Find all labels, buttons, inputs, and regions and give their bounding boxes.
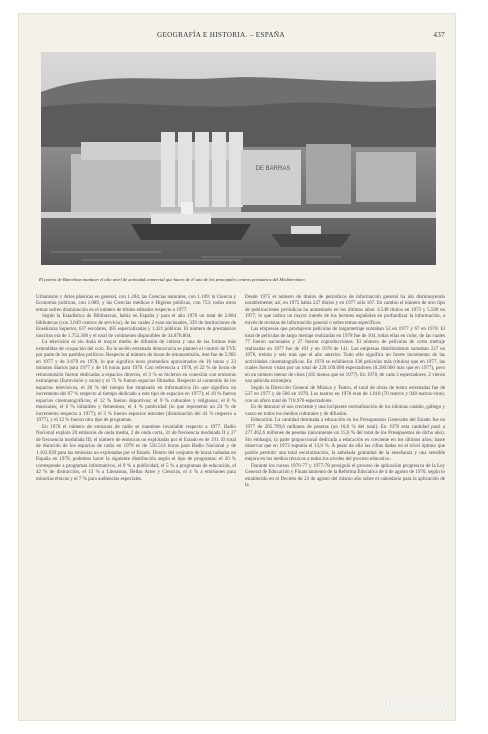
silo-sign: DE BARRAS [255,166,291,172]
watermark-logo: todocoleccion [372,698,447,710]
right-paragraph-2: Las empresas que produjeron películas de largometraje sumaban 52 en 1977 y 67 en 1978. El total de películas de largo metraje realizadas en 1978 fue de 104, todas ellas en color, de las cuales 77 fueron nacionales y 27 fueron coproducciones. El número de películas de corto metraje realizadas en 1977 fue de 101 y en 1978 de 141. Las empresas distribuidoras sumaban 227 en 1978, treinta y seis más que el año anterior. Todo ello significa un fuerte incremento de las actividades cinematográficas. En 1978 se exhibieron 238 películas más (títulos) que en 1977, las cuales fueron vistas por un total de 220.100.000 espectadores (8.200.000 más que en 1977), pero en un número menor de cines (185 menos que en 1977). En 1978, de cada 3 espectadores, 2 vieron una película extranjera. [245,326,445,385]
left-paragraph-3: La televisión es sin duda el mayor medio de difusión de cultura y una de las formas más extendidas de ocupación del ocio. En la recién estrenada democracia se planteó el control de TVE por parte de los partidos políticos. Respecto al número de horas de retransmisión, éste fue de 5.985 en 1977 y de 3.679 en 1978, lo que significa unos promedios aproximados de 16 horas y 23 minutos diarios para 1977 y de 16 horas para 1978. Con referencia a 1978, el 22 % de horas de retransmisión fueron dedicadas a espacios directos, el 3 % se hicieron en conexión con emisoras extranjeras (Eurovisión y otras) y el 75 % fueron espacios filmados. Respecto al contenido de los espacios televisivos, el 28 % del tiempo fue empleado en informativos (lo que significa un incremento del 67 % respecto al tiempo dedicado a este tipo de espacios en 1977); el 18 % fueron espacios cinematográficos; el 12 % fueron deportivos; el 9 % culturales y religiosos; el 8 % musicales; el 6 % infantiles y femeninos; el 4 % publicidad (lo que representó un 24 % de incremento respecto a 1977); el 3 % fueron espacios teatrales (disminución del 43 % respecto a 1977), y el 12 % fueron otro tipo de programas. [36,339,236,424]
left-text-column [36,294,236,710]
right-paragraph-1: Desde 1975 el número de títulos de periódicos de información general ha ido disminuyendo notablemente; así, en 1975 había 247 títulos y en 1977 sólo 167. En cambio el número de otro tipo de publicaciones periódicas ha aumentado en los últimos años: 4.548 títulos en 1973 y 5.508 en 1977, lo que indica un mayor interés de los lectores españoles en profundizar la información, a través de revistas de información general o sobre temas específicos. [245,294,445,326]
right-paragraph-4: Es de destacar el uso creciente y una incipiente normalización de los idiomas catalán, gallego y vasco en todos los medios culturales y de difusión. [245,404,445,417]
left-paragraph-2: Según la Estadística de Bibliotecas, había en España y para el año 1978 un total de 2.884 bibliotecas (con 3.849 centros de servicio), de las cuales 2 eran nacionales, 339 de instituciones de Enseñanza Superior, 637 escolares, 485 especializadas y 1.421 públicas. El número de prestatarios inscritos era de 1.752.308 y el total de volúmenes disponibles de 34.878.804. [36,313,236,339]
running-title: GEOGRAFÍA E HISTORIA. – ESPAÑA [157,31,285,39]
right-paragraph-3: Según la Dirección General de Música y Teatro, el total de obras de teatro estrenadas fue de 537 en 1977 y de 566 en 1978. Los teatros en 1978 eran de 1.018 (70 teatros y 948 teatros-cine), con un aforo total de 718.976 espectadores. [245,384,445,404]
port-photograph [41,52,436,265]
right-paragraph-5: Educación. La cantidad destinada a educación en los Presupuestos Generales del Estado fue en 1977 de 205.799,6 millones de pesetas (un 16,8 % del total). En 1978 esta cantidad pasó a 277.462,6 millones de pesetas (únicamente un 15,6 % del total de los Presupuestos de dicho año). Sin embargo, la parte proporcional dedicada a educación es creciente en los últimos años; baste observar que en 1973 suponía el 13,8 %. A pesar de ello las cifras dadas en el nivel óptimo que podría permitir una total escolarización, la anhelada gratuidad de la enseñanza y una sensible mejora en los medios técnicos a todos los niveles del proceso educativo. [245,417,445,463]
magazine-page [19,14,455,720]
page-number: 437 [433,31,445,39]
left-paragraph-1: Urbanismo y Artes plásticas en general, con 1.284; las Ciencias naturales, con 1.109; la Ciencia y Economía políticas, con 1.089, y las Ciencias médicas e Higiene públicas, con 753; todos estos temas sufren disminución en el número de títulos editados respecto a 1977. [36,294,236,313]
left-paragraph-4: En 1978 el número de emisoras de radio se mantiene invariable respecto a 1977. Radio Nacional explota 20 emisoras de onda media, 2 de onda corta, 31 de frecuencia modulada II y 27 de frecuencia modulada III; el número de emisoras no explotadas por el Estado es de 191. El total de duración de los espacios de radio en 1978 es de 556.514 horas para Radio Nacional y de 1.162.939 para las emisoras no explotadas por el Estado. Dentro del conjunto de horas radiadas en España en 1978, podemos hacer la siguiente distribución según el tipo de programas: el 20 % corresponde a programas informativos, el 9 % a publicidad, el 5 % a programas de educación, el 42 % de distracción, el 13 % a Literatura, Bellas Artes y Ciencias, el 4 % a emisiones para minorías étnicas y el 7 % para audiencias especiales. [36,423,236,482]
right-text-column [245,294,445,710]
right-paragraph-6: Durante los cursos 1976-77 y 1977-78 prosiguió el proceso de aplicación progresiva de la Ley General de Educación y Financiamiento de la Reforma Educativa de 4 de agosto de 1970, según lo establecido en el Decreto de 22 de agosto del mismo año sobre el calendario para la aplicación de la [245,462,445,489]
port-scene-image [41,52,436,265]
photo-caption: El puerto de Barcelona mantuvo el alto nivel de actividad comercial que hacen de él uno de los principales centros portuarios del Mediterráneo [39,277,305,282]
